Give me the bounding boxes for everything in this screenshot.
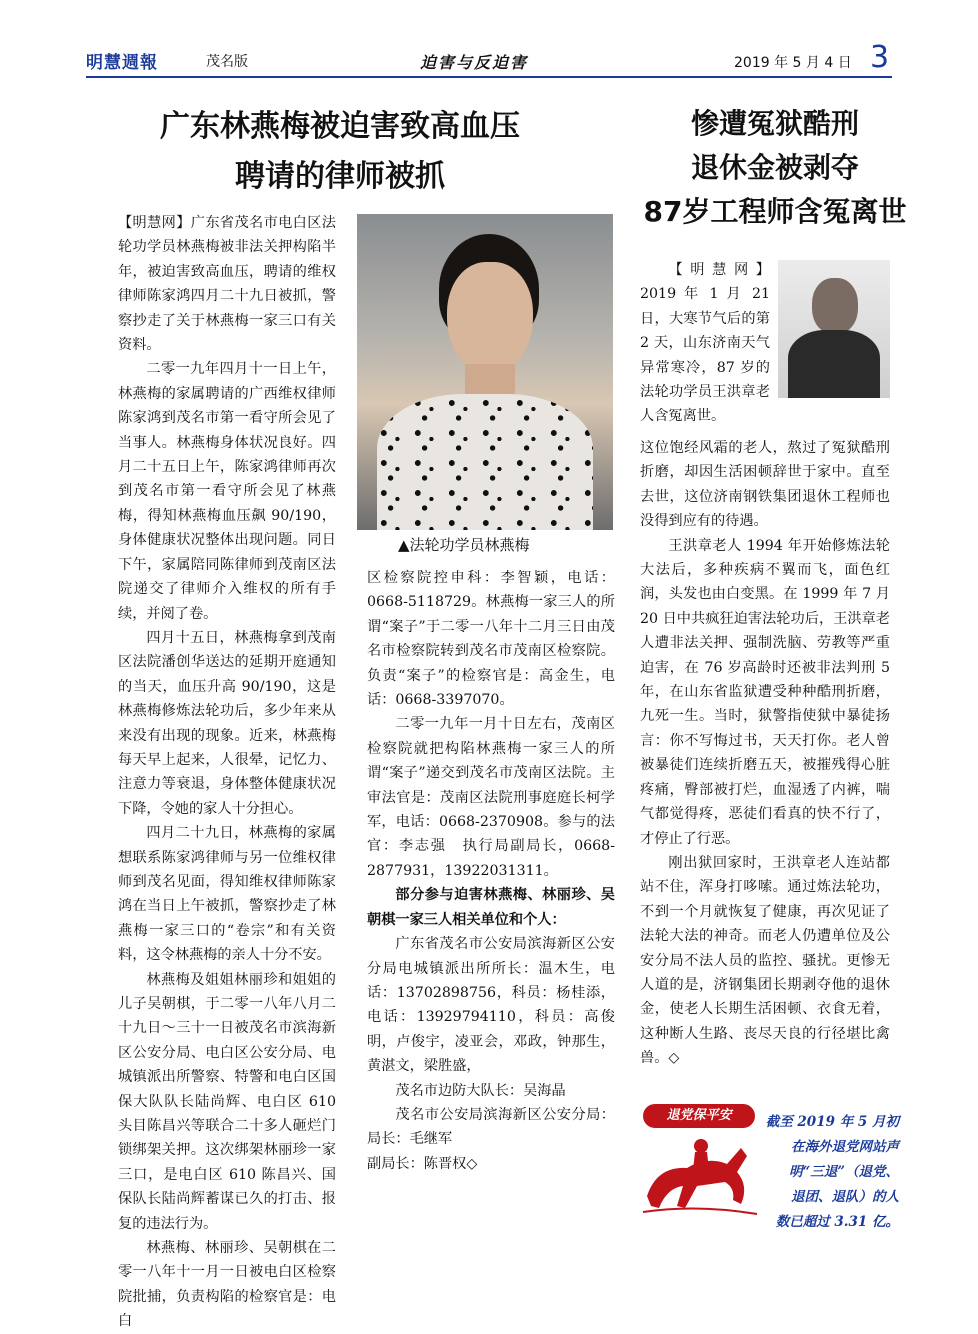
issue-date: 2019 年 5 月 4 日 [734,55,852,71]
article2-title-line2: 退休金被剥夺 [690,151,859,184]
photo-lin-yanmei [357,214,613,530]
section-title: 迫害与反迫害 [420,53,529,72]
ad-text-line: 截至 2019 年 5 月初 [765,1114,899,1130]
article2-paragraph: 【明慧网】2019 年 1 月 21 日，大寒节气后的第 2 天，山东济南天气异常寒冷，87 岁的法轮功学员王洪章老人含冤离世。 [640,262,770,425]
article2-column [640,436,890,1071]
article1-paragraph: 四月十五日，林燕梅拿到茂南区法院潘创华送达的延期开庭通知的当天，血压升高 90/190，这是林燕梅修炼法轮功后，多少年来从来没有出现的现象。近来，林燕梅每天早上起来，人很晕，记忆力、注意力等衰退，身体整体健康状况下降，令她的家人十分担心。 [118,629,336,817]
article1-title-line2: 聘请的律师被抓 [235,159,445,194]
article1-paragraph: 二零一九年一月十日左右，茂南区检察院就把构陷林燕梅一家三人的所谓“案子”递交到茂名市茂南区法院。主审法官是：茂南区法院刑事庭庭长柯学军，电话：0668-2370908。参与的法官：李志强 执行局副局长，0668-2877931，13922031311。 [367,716,615,879]
ad-banner: 退党保平安 [643,1104,755,1128]
ad-text-line: 明“三退”（退党、 [788,1164,899,1180]
newspaper-name: 明慧週報 [86,53,158,73]
ad-text-line: 退团、退队）的人 [791,1189,899,1205]
masthead [86,40,892,78]
article1-paragraph: 林燕梅及姐姐林丽珍和姐姐的儿子吴朝棋，于二零一八年八月二十九日～三十一日被茂名市滨海新区公安分局、电白区公安分局、电城镇派出所警察、特警和电白区国保大队队长陆尚辉、电白区 610 头目陈昌兴等联合二十多人砸烂门锁绑架关押。这次绑架林丽珍一家三口，是电白区 610 陈昌兴、国保队长陆尚辉蓄谋已久的打击、报复的违法行为。 [118,971,336,1232]
article1-column-2 [367,566,615,1176]
article2-title-line1: 惨遭冤狱酷刑 [690,107,859,140]
article1-headline [90,102,590,202]
page-number: 3 [870,40,890,75]
article1-paragraph: 二零一九年四月十一日上午，林燕梅的家属聘请的广西维权律师陈家鸿到茂名市第一看守所会见了当事人。林燕梅身体状况良好。四月二十五日上午，陈家鸿律师再次到茂名市第一看守所会见了林燕梅，得知林燕梅血压飙 90/190，身体健康状况整体出现问题。同日下午，家属陪同陈律师到茂南区法院递交了律师介入维权的所有手续，并阅了卷。 [118,361,336,622]
article1-paragraph: 广东省茂名市公安局滨海新区公安分局电城镇派出所所长：温木生，电话：13702898756，科员：杨桂添，电话：13929794110，科员：高俊明，卢俊宇，凌亚会，邓政，钟那生，黄湛文，梁胜盛， [367,936,615,1075]
ad-text-line: 在海外退党网站声 [791,1139,899,1155]
article2-title-line3: 87岁工程师含冤离世 [643,195,907,228]
horse-rider-icon [637,1126,761,1218]
quit-ccp-ad [637,1100,899,1230]
article1-paragraph: 区检察院控申科：李智颖，电话：0668-5118729。林燕梅一家三人的所谓“案子”于二零一八年十二月三日由茂名市检察院转到茂名市茂南区检察院。负责“案子”的检察官是：高金生，电话：0668-3397070。 [367,570,615,709]
photo-caption: ▲法轮功学员林燕梅 [398,536,530,554]
article1-column-1 [118,211,336,1334]
article2-paragraph: 王洪章老人 1994 年开始修炼法轮大法后，多种疾病不翼而飞，面色红润，头发也由白变黑。在 1999 年 7 月 20 日中共疯狂迫害法轮功后，王洪章老人遭非法关押、强制洗脑、劳教等严重迫害，在 76 岁高龄时还被非法判刑 5 年，在山东省监狱遭受种种酷刑折磨，九死一生。当时，狱警指使狱中暴徒扬言：你不写悔过书，天天打你。老人曾被暴徒们连续折磨五天，被摧残得心脏疼痛，臀部被打烂，血湿透了内裤，喘气都觉得疼，恶徒们看真的快不行了，才停止了行恶。 [640,537,890,847]
article2-intro [640,258,770,429]
article1-paragraph: 茂名市公安局滨海新区公安分局：局长：毛继军 [367,1106,615,1148]
edition-label: 茂名版 [206,54,248,70]
article1-paragraph: 【明慧网】广东省茂名市电白区法轮功学员林燕梅被非法关押构陷半年，被迫害致高血压，聘请的维权律师陈家鸿四月二十九日被抓，警察抄走了关于林燕梅一家三口有关资料。 [118,215,336,354]
ad-text-line: 数已超过 3.31 亿。 [775,1214,899,1230]
masthead-rule [86,76,892,78]
article2-paragraph: 刚出狱回家时，王洪章老人连站都站不住，浑身打哆嗦。通过炼法轮功，不到一个月就恢复了健康，再次见证了法轮大法的神奇。而老人仍遭单位及公安分局不法人员的监控、骚扰。更惨无人道的是，济钢集团长期剥夺他的退休金，使老人长期生活困顿、衣食无着，这种断人生路、丧尽天良的行径堪比禽兽。◇ [640,854,890,1067]
article1-paragraph: 副局长：陈晋权◇ [367,1155,478,1172]
article1-paragraph: 林燕梅、林丽珍、吴朝棋在二零一八年十一月一日被电白区检察院批捕，负责构陷的检察官是：电白 [118,1240,336,1330]
article1-paragraph: 四月二十九日，林燕梅的家属想联系陈家鸿律师与另一位维权律师到茂名见面，得知维权律师陈家鸿在当日上午被抓，警察抄走了林燕梅一家三口的“卷宗”和有关资料，这令林燕梅的亲人十分不安。 [118,825,336,964]
article1-paragraph: 茂名市边防大队长：吴海晶 [395,1082,566,1099]
article2-headline [630,102,920,234]
article1-title-line1: 广东林燕梅被迫害致高血压 [160,109,520,144]
article2-paragraph: 这位饱经风霜的老人，熬过了冤狱酷刑折磨，却因生活困顿辞世于家中。直至去世，这位济南钢铁集团退休工程师也没得到应有的待遇。 [640,440,890,530]
ad-text [761,1110,899,1235]
article1-subhead: 部分参与迫害林燕梅、林丽珍、吴朝棋一家三人相关单位和个人： [367,887,615,928]
photo-wang-hongzhang [778,260,890,398]
